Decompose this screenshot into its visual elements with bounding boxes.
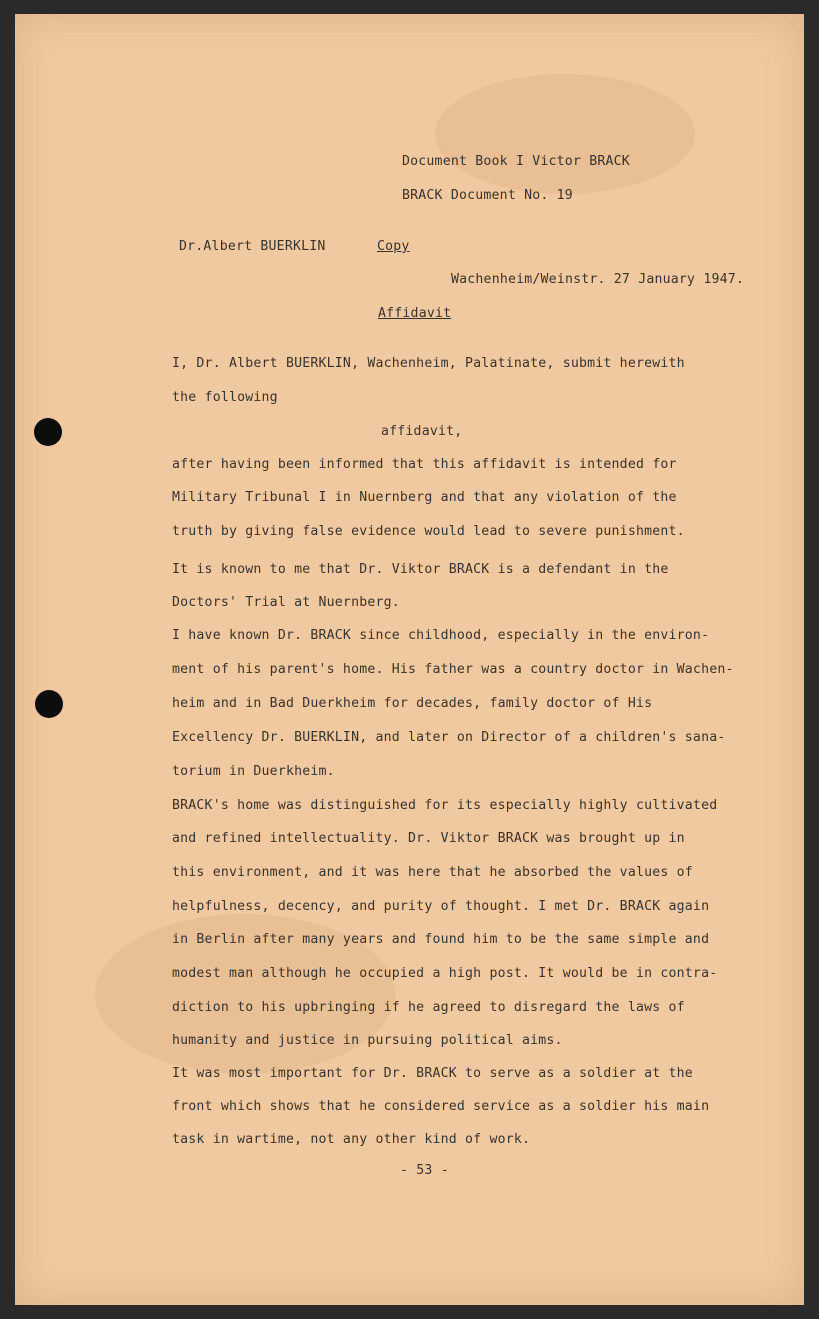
sender-name: Dr.Albert BUERKLIN (179, 239, 326, 254)
body-line: modest man although he occupied a high post. It would be in contra- (172, 966, 718, 981)
place-date: Wachenheim/Weinstr. 27 January 1947. (451, 272, 745, 287)
punch-hole (34, 418, 62, 446)
body-line: this environment, and it was here that he absorbed the values of (172, 865, 693, 880)
document-book-line: Document Book I Victor BRACK (402, 154, 630, 169)
body-line: torium in Duerkheim. (172, 764, 335, 779)
body-line: Military Tribunal I in Nuernberg and that any violation of the (172, 490, 677, 505)
body-line: in Berlin after many years and found him to be the same simple and (172, 932, 710, 947)
body-line: diction to his upbringing if he agreed to disregard the laws of (172, 1000, 685, 1015)
body-line: the following (172, 390, 278, 405)
body-line: after having been informed that this affidavit is intended for (172, 457, 677, 472)
body-line: humanity and justice in pursuing political aims. (172, 1033, 563, 1048)
body-line: heim and in Bad Duerkheim for decades, family doctor of His (172, 696, 653, 711)
paper-stain (435, 74, 695, 194)
body-line: truth by giving false evidence would lead to severe punishment. (172, 524, 685, 539)
body-line: front which shows that he considered service as a soldier his main (172, 1099, 710, 1114)
body-line: affidavit, (381, 424, 463, 439)
body-line: It was most important for Dr. BRACK to serve as a soldier at the (172, 1066, 693, 1081)
body-line: BRACK's home was distinguished for its especially highly cultivated (172, 798, 718, 813)
body-line: Excellency Dr. BUERKLIN, and later on Director of a children's sana- (172, 730, 726, 745)
document-number-line: BRACK Document No. 19 (402, 188, 573, 203)
body-line: Doctors' Trial at Nuernberg. (172, 595, 400, 610)
body-line: ment of his parent's home. His father was a country doctor in Wachen- (172, 662, 734, 677)
document-page (15, 14, 804, 1305)
body-line: helpfulness, decency, and purity of thought. I met Dr. BRACK again (172, 899, 710, 914)
body-line: I have known Dr. BRACK since childhood, especially in the environ- (172, 628, 710, 643)
body-line: It is known to me that Dr. Viktor BRACK is a defendant in the (172, 562, 669, 577)
document-title: Affidavit (378, 306, 452, 321)
body-line: I, Dr. Albert BUERKLIN, Wachenheim, Palatinate, submit herewith (172, 356, 685, 371)
page-number: - 53 - (400, 1163, 449, 1178)
body-line: and refined intellectuality. Dr. Viktor BRACK was brought up in (172, 831, 685, 846)
copy-label: Copy (377, 239, 410, 254)
body-line: task in wartime, not any other kind of work. (172, 1132, 531, 1147)
punch-hole (35, 690, 63, 718)
